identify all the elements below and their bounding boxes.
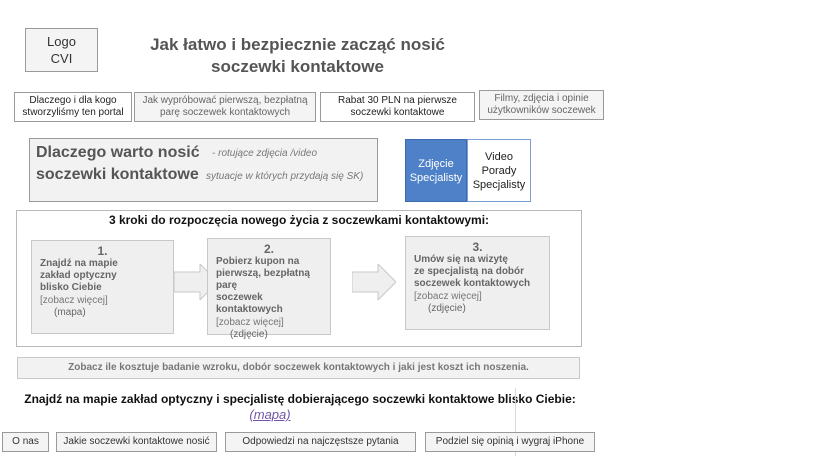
nav-button-label: stworzyliśmy ten portal [22,107,124,118]
three-steps-title: 3 kroki do rozpoczęcia nowego życia z soczewkami kontaktowymi: [108,213,490,227]
step-text-line: soczewek kontaktowych [216,292,283,315]
step-2-card[interactable] [207,238,331,340]
map-placeholder: (mapa) [54,307,86,318]
step-text-line: Pobierz kupon na [216,256,300,267]
specialist-photo-button[interactable] [405,139,467,202]
step-text-line: ze specjalistą na dobór [414,266,525,277]
footer-button-about-us[interactable]: O nas [2,432,49,452]
logo-line-2: CVI [50,51,73,66]
page-title-line-2: soczewki kontaktowe [211,57,384,76]
logo-placeholder[interactable] [25,28,98,72]
step-text-line: Znajdź na mapie [40,258,118,269]
nav-button-try-free-pair[interactable] [134,92,316,122]
step-text-line: zakład optyczny [40,270,117,281]
step-number: 1. [97,244,108,258]
specialist-video-button[interactable] [467,139,531,202]
step-text-line: pierwszą, bezpłatną parę [216,268,310,291]
step-3-card[interactable] [405,236,550,330]
page-title-line-1: Jak łatwo i bezpiecznie zacząć nosić [150,35,445,54]
nav-button-label: użytkowników soczewek [487,105,596,116]
specialist-video-label: Porady [481,164,517,177]
nav-button-discount[interactable] [320,92,475,122]
step-text-line: blisko Ciebie [40,282,102,293]
map-link[interactable]: (mapa) [249,407,291,422]
step-number: 2. [263,242,274,256]
why-title-line-1: Dlaczego warto nosić [36,144,200,161]
nav-button-label: Filmy, zdjęcia i opinie [494,93,589,104]
specialist-photo-label: Specjalisty [409,171,463,184]
photo-placeholder: (zdjęcie) [230,329,268,340]
nav-button-films-photos-opinions[interactable] [479,90,604,120]
footer-button-which-lenses[interactable]: Jakie soczewki kontaktowe nosić [56,432,217,452]
nav-button-label: Jak wypróbować pierwszą, bezpłatną [142,95,308,106]
find-on-map-heading: Znajdź na mapie zakład optyczny i specjalistę dobierającego soczewki kontaktowe blisko Ciebie: [24,392,576,406]
why-note-line-2: sytuacje w których przydają się SK) [206,171,364,182]
step-text-line: soczewek kontaktowych [414,278,531,289]
cost-info-link[interactable]: Zobacz ile kosztuje badanie wzroku, dobór soczewek kontaktowych i jaki jest koszt ich noszenia. [17,357,580,379]
nav-button-label: parę soczewek kontaktowych [159,107,291,118]
page-title [130,34,465,78]
step-text-line: Umów się na wizytę [414,254,508,265]
why-title-line-2: soczewki kontaktowe [36,166,199,183]
logo-line-1: Logo [47,34,76,49]
step-number: 3. [472,240,483,254]
see-more-link[interactable]: [zobacz więcej] [414,291,482,302]
arrow-right-icon [352,264,396,300]
why-note-line-1: - rotujące zdjęcia /video [212,148,318,159]
nav-button-label: Rabat 30 PLN na pierwsze [338,95,457,106]
nav-button-about-portal[interactable] [14,92,132,122]
why-wear-lenses-panel [29,138,378,202]
footer-button-faq[interactable]: Odpowiedzi na najczęstsze pytania [225,432,416,452]
footer-button-share-opinion[interactable]: Podziel się opinią i wygraj iPhone [425,432,595,452]
photo-placeholder: (zdjęcie) [428,303,466,314]
see-more-link[interactable]: [zobacz więcej] [40,295,108,306]
nav-button-label: Dlaczego i dla kogo [29,95,117,106]
nav-button-label: soczewki kontaktowe [350,107,445,118]
specialist-photo-label: Zdjęcie [418,157,454,170]
step-1-card[interactable] [31,240,174,334]
see-more-link[interactable]: [zobacz więcej] [216,317,284,328]
specialist-video-label: Specjalisty [472,178,526,191]
specialist-video-label: Video [485,150,513,163]
